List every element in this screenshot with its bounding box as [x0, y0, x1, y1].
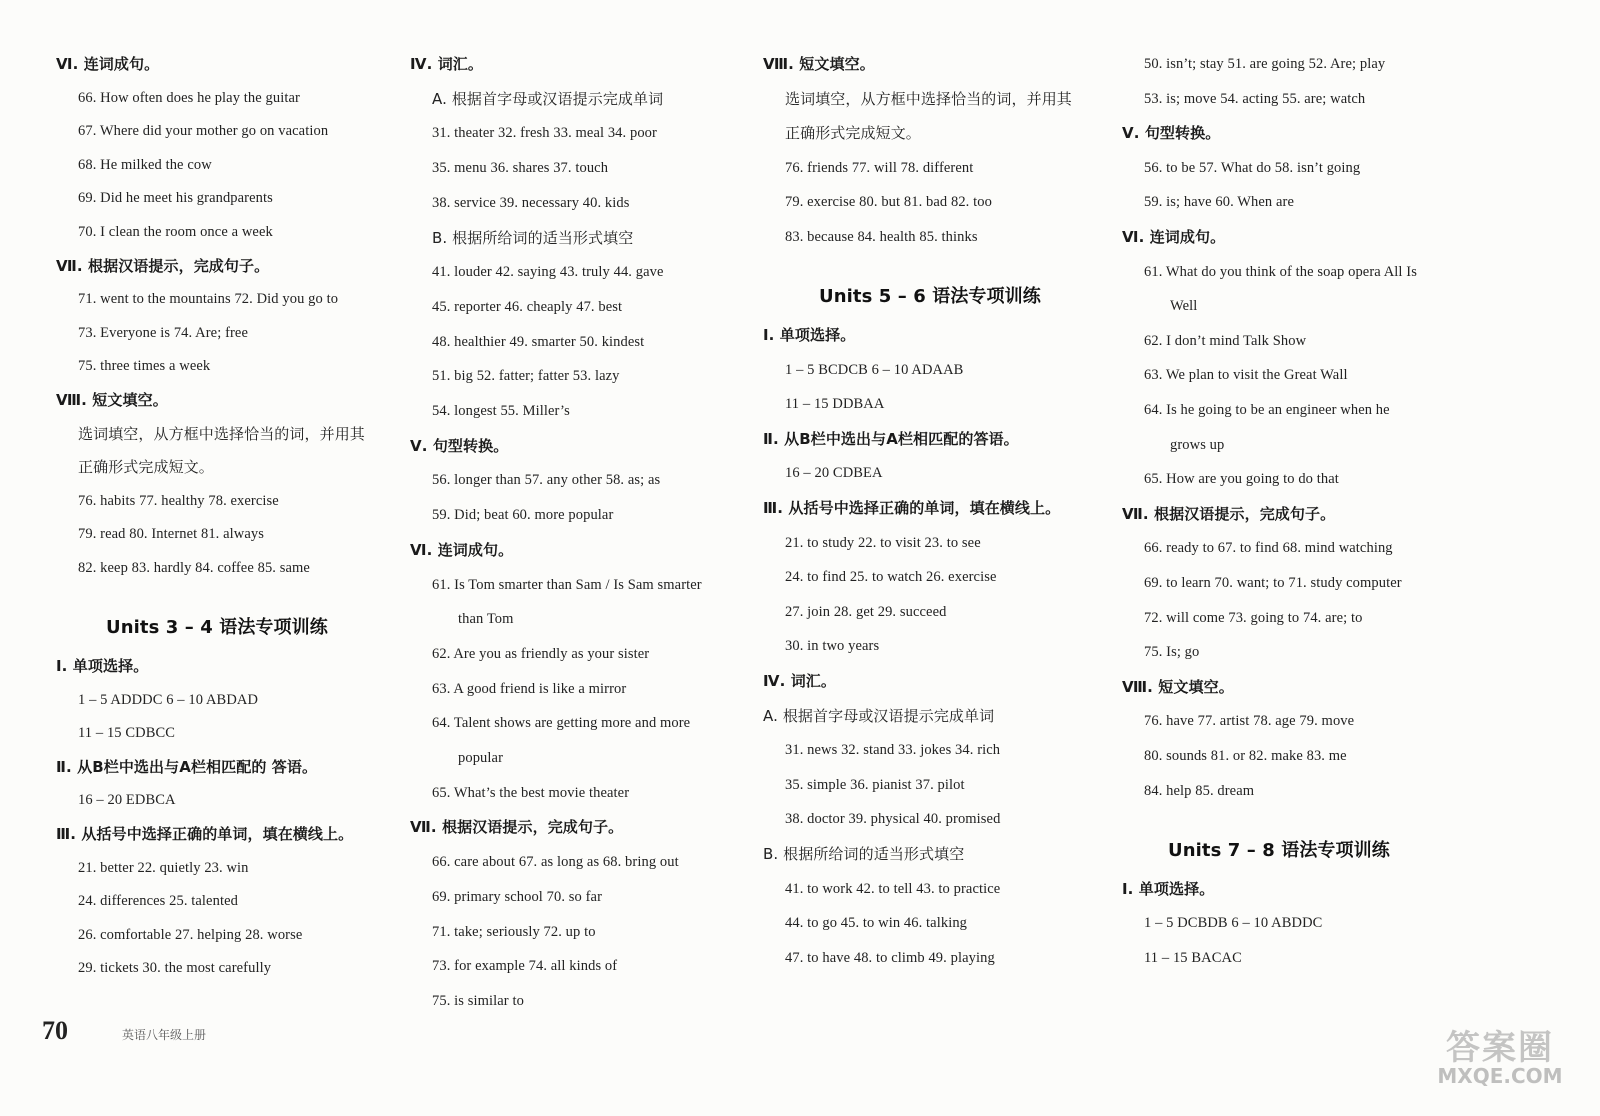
answer-line: B. 根据所给词的适当形式填空 — [432, 228, 634, 247]
answer-line: 66. How often does he play the guitar — [78, 89, 300, 106]
answer-line: 65. What’s the best movie theater — [432, 784, 630, 801]
unit-title: Units 3 – 4 语法专项训练 — [106, 617, 328, 638]
answer-line: 41. louder 42. saying 43. truly 44. gave — [432, 264, 664, 281]
answer-line: 79. exercise 80. but 81. bad 82. too — [785, 194, 992, 211]
answer-line: 63. A good friend is like a mirror — [432, 680, 627, 697]
book-title: 英语八年级上册 — [122, 1028, 207, 1042]
answer-line: than Tom — [458, 611, 514, 628]
answer-line: 选词填空，从方框中选择恰当的词，并用其 — [78, 424, 365, 443]
answer-line: 70. I clean the room once a week — [78, 224, 273, 240]
section-heading: Ⅶ. 根据汉语提示，完成句子。 — [56, 256, 270, 275]
answer-line: A. 根据首字母或汉语提示完成单词 — [763, 706, 995, 725]
answer-line: 24. differences 25. talented — [78, 893, 238, 910]
answer-line: 75. is similar to — [432, 992, 524, 1009]
answer-line: 54. longest 55. Miller’s — [432, 403, 570, 419]
answer-line: 59. is; have 60. When are — [1144, 194, 1295, 211]
answer-line: 26. comfortable 27. helping 28. worse — [78, 926, 303, 943]
section-heading: Ⅰ. 单项选择。 — [763, 326, 856, 344]
answer-line: A. 根据首字母或汉语提示完成单词 — [432, 89, 664, 108]
answer-line: 56. to be 57. What do 58. isn’t going — [1144, 159, 1361, 176]
answer-line: 1 – 5 BCDCB 6 – 10 ADAAB — [785, 361, 964, 378]
answer-line: 75. Is; go — [1144, 644, 1200, 661]
answer-line: 正确形式完成短文。 — [78, 458, 214, 477]
answer-line: 16 – 20 CDBEA — [785, 465, 883, 482]
answer-line: 69. Did he meet his grandparents — [78, 190, 273, 207]
answer-line: 76. habits 77. healthy 78. exercise — [78, 492, 279, 509]
section-heading: Ⅵ. 连词成句。 — [1122, 228, 1226, 246]
answer-line: 31. theater 32. fresh 33. meal 34. poor — [432, 125, 657, 142]
answer-line: popular — [458, 750, 503, 766]
unit-title: Units 5 – 6 语法专项训练 — [819, 286, 1041, 307]
answer-line: 38. service 39. necessary 40. kids — [432, 194, 630, 211]
watermark — [1430, 1020, 1570, 1090]
answer-line: 44. to go 45. to win 46. talking — [785, 915, 968, 932]
answer-line: 69. primary school 70. so far — [432, 888, 603, 905]
answer-line: B. 根据所给词的适当形式填空 — [763, 845, 965, 863]
answer-line: 35. simple 36. pianist 37. pilot — [785, 776, 965, 793]
answer-line: 76. friends 77. will 78. different — [785, 159, 974, 176]
answer-line: 73. Everyone is 74. Are; free — [78, 324, 248, 341]
answer-line: 75. three times a week — [78, 358, 211, 375]
section-heading: Ⅲ. 从括号中选择正确的单词，填在横线上。 — [763, 499, 1061, 517]
answer-line: 62. Are you as friendly as your sister — [432, 645, 650, 662]
answer-line: 59. Did; beat 60. more popular — [432, 507, 614, 524]
answer-line: 41. to work 42. to tell 43. to practice — [785, 880, 1001, 897]
answer-line: 62. I don’t mind Talk Show — [1144, 332, 1307, 349]
answer-line: 71. went to the mountains 72. Did you go to — [78, 291, 339, 308]
answer-line: 21. better 22. quietly 23. win — [78, 859, 249, 876]
answer-line: 66. ready to 67. to find 68. mind watching — [1144, 540, 1393, 557]
answer-line: 45. reporter 46. cheaply 47. best — [432, 298, 623, 315]
answer-line: 71. take; seriously 72. up to — [432, 923, 596, 940]
answer-line: 65. How are you going to do that — [1144, 471, 1339, 488]
answer-line: 66. care about 67. as long as 68. bring out — [432, 854, 679, 871]
answer-line: 11 – 15 CDBCC — [78, 725, 176, 742]
section-heading: Ⅷ. 短文填空。 — [763, 55, 875, 73]
answer-line: 51. big 52. fatter; fatter 53. lazy — [432, 368, 620, 385]
answer-line: 72. will come 73. going to 74. are; to — [1144, 609, 1363, 626]
section-heading: Ⅶ. 根据汉语提示，完成句子。 — [1122, 504, 1336, 523]
unit-title: Units 7 – 8 语法专项训练 — [1168, 839, 1390, 861]
answer-line: 24. to find 25. to watch 26. exercise — [785, 569, 997, 586]
answer-line: 29. tickets 30. the most carefully — [78, 960, 272, 977]
answer-line: 82. keep 83. hardly 84. coffee 85. same — [78, 560, 310, 576]
section-heading: Ⅱ. 从B栏中选出与A栏相匹配的答语。 — [763, 429, 1019, 448]
answer-line: 67. Where did your mother go on vacation — [78, 123, 329, 140]
section-heading: Ⅰ. 单项选择。 — [1122, 879, 1215, 898]
answer-line: 1 – 5 ADDDC 6 – 10 ABDAD — [78, 691, 259, 708]
answer-line: 31. news 32. stand 33. jokes 34. rich — [785, 742, 1001, 759]
watermark-url: MXQE.COM — [1437, 1064, 1563, 1088]
answer-line: 50. isn’t; stay 51. are going 52. Are; play — [1144, 56, 1386, 72]
answer-line: 83. because 84. health 85. thinks — [785, 229, 978, 245]
answer-line: 69. to learn 70. want; to 71. study computer — [1144, 575, 1402, 591]
section-heading: Ⅴ. 句型转换。 — [1122, 124, 1221, 143]
answer-line: 84. help 85. dream — [1144, 782, 1255, 799]
answer-line: 16 – 20 EDBCA — [78, 792, 176, 809]
answer-line: 1 – 5 DCBDB 6 – 10 ABDDC — [1144, 915, 1323, 932]
answer-line: 73. for example 74. all kinds of — [432, 958, 618, 975]
section-heading: Ⅳ. 词汇。 — [763, 672, 837, 690]
answer-line: 76. have 77. artist 78. age 79. move — [1144, 713, 1355, 730]
answer-line: 48. healthier 49. smarter 50. kindest — [432, 333, 645, 350]
answer-line: 64. Is he going to be an engineer when he — [1144, 402, 1390, 418]
section-heading: Ⅰ. 单项选择。 — [56, 657, 149, 675]
answer-line: 35. menu 36. shares 37. touch — [432, 160, 609, 177]
answer-line: 64. Talent shows are getting more and more — [432, 715, 691, 732]
section-heading: Ⅵ. 连词成句。 — [56, 55, 160, 73]
answer-line: 47. to have 48. to climb 49. playing — [785, 949, 995, 966]
answer-line: 53. is; move 54. acting 55. are; watch — [1144, 90, 1366, 107]
answer-line: 80. sounds 81. or 82. make 83. me — [1144, 748, 1347, 764]
section-heading: Ⅷ. 短文填空。 — [56, 391, 168, 409]
answer-line: 11 – 15 DDBAA — [785, 396, 885, 413]
answer-line: 11 – 15 BACAC — [1144, 949, 1242, 966]
answer-line: 63. We plan to visit the Great Wall — [1144, 367, 1348, 384]
section-heading: Ⅲ. 从括号中选择正确的单词，填在横线上。 — [56, 825, 354, 843]
answer-line: 79. read 80. Internet 81. always — [78, 526, 265, 543]
section-heading: Ⅴ. 句型转换。 — [410, 436, 509, 455]
answer-line: 61. Is Tom smarter than Sam / Is Sam smarter — [432, 576, 702, 593]
section-heading: Ⅳ. 词汇。 — [410, 55, 484, 73]
answer-line: 选词填空，从方框中选择恰当的词，并用其 — [785, 89, 1072, 108]
answer-line: 27. join 28. get 29. succeed — [785, 603, 947, 620]
section-heading: Ⅱ. 从B栏中选出与A栏相匹配的 答语。 — [56, 757, 318, 776]
answer-line: grows up — [1170, 436, 1225, 453]
answer-line: 30. in two years — [785, 638, 880, 655]
answer-line: 38. doctor 39. physical 40. promised — [785, 811, 1001, 828]
page-number: 70 — [42, 1016, 68, 1045]
section-heading: Ⅶ. 根据汉语提示，完成句子。 — [410, 818, 624, 837]
section-heading: Ⅵ. 连词成句。 — [410, 540, 514, 559]
answer-line: 正确形式完成短文。 — [785, 124, 921, 143]
answer-line: 61. What do you think of the soap opera All Is — [1144, 263, 1417, 280]
section-heading: Ⅷ. 短文填空。 — [1122, 677, 1234, 696]
watermark-logo: 答案圈 — [1446, 1028, 1554, 1068]
answer-line: 56. longer than 57. any other 58. as; as — [432, 472, 661, 489]
answer-line: 68. He milked the cow — [78, 156, 212, 173]
answer-line: 21. to study 22. to visit 23. to see — [785, 534, 981, 551]
answer-line: Well — [1170, 298, 1198, 315]
